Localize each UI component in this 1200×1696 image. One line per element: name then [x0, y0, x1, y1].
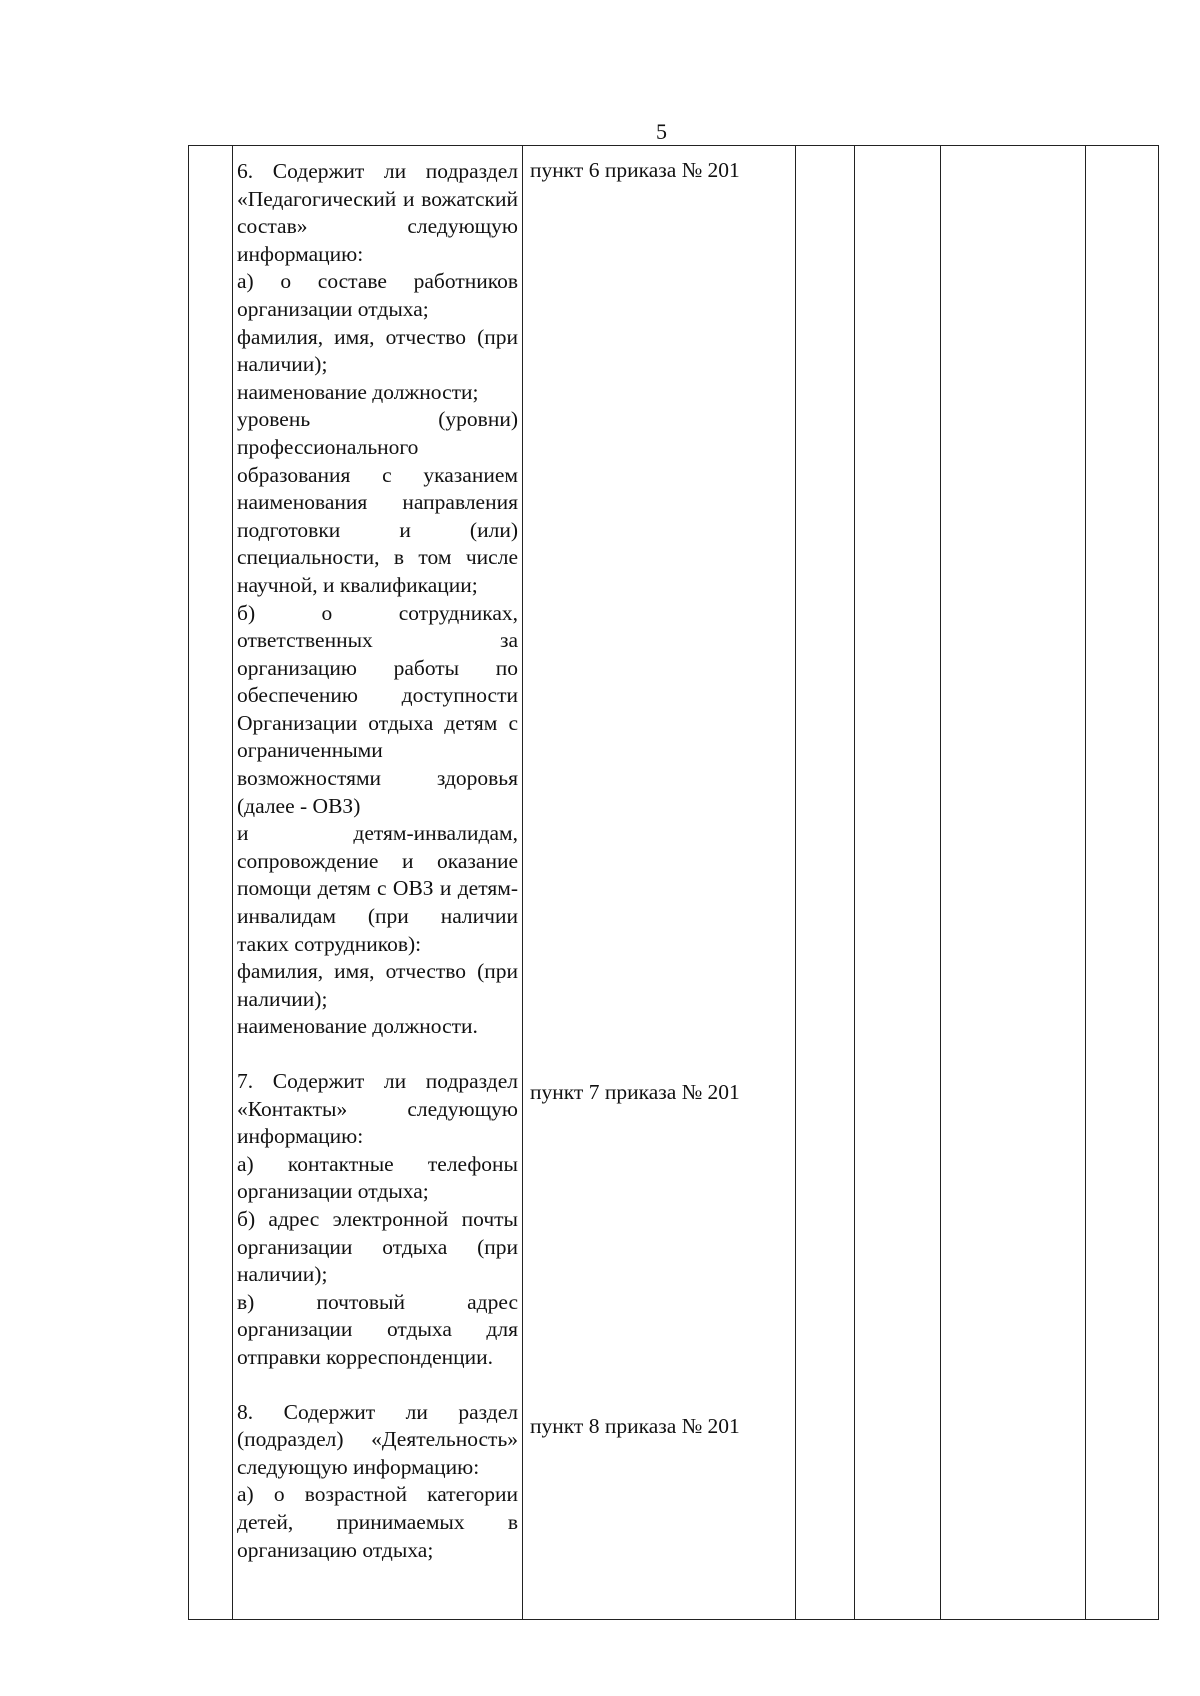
question-cell [233, 146, 523, 1620]
section-8 [237, 1399, 518, 1565]
section-6-line: б) о сотрудниках, ответственных за организацию работы по обеспечению доступности Организации отдыха детям с ограниченными возможностями здоровья (далее - ОВЗ) [237, 600, 518, 818]
section-7-reference: пункт 7 приказа № 201 [530, 1080, 740, 1104]
section-7 [237, 1068, 518, 1372]
reference-cell [523, 146, 796, 1620]
section-6-line: наименование должности. [237, 1014, 478, 1039]
section-6 [237, 158, 518, 1041]
section-8-line: 8. Содержит ли раздел (подраздел) «Деятельность» следующую информацию: [237, 1399, 518, 1479]
section-6-line: фамилия, имя, отчество (при наличии); [237, 959, 518, 1011]
section-6-line: 6. Содержит ли подраздел «Педагогический и вожатский состав» следующую информацию: [237, 159, 518, 266]
empty-cell [941, 146, 1086, 1620]
section-7-line: 7. Содержит ли подраздел «Контакты» следующую информацию: [237, 1069, 518, 1149]
section-7-line: б) адрес электронной почты организации отдыха (при наличии); [237, 1206, 518, 1287]
section-6-line: а) о составе работников организации отдыха; [237, 269, 518, 321]
table-row [189, 146, 1159, 1620]
page-number: 5 [656, 119, 667, 144]
section-7-line: в) почтовый адрес организации отдыха для отправки корреспонденции. [237, 1289, 518, 1369]
section-6-line: уровень (уровни) профессионального образования с указанием наименования направления подготовки и (или) специальности, в том числе научной, и квалификации; [237, 407, 518, 597]
section-6-reference: пункт 6 приказа № 201 [530, 158, 740, 182]
empty-cell [855, 146, 941, 1620]
section-6-line: и детям-инвалидам, сопровождение и оказание помощи детям с ОВЗ и детям-инвалидам (при наличии таких сотрудников): [237, 821, 518, 956]
checklist-table [188, 145, 1159, 1620]
empty-cell [1086, 146, 1159, 1620]
section-7-line: а) контактные телефоны организации отдыха; [237, 1151, 518, 1204]
number-cell [189, 146, 233, 1620]
empty-cell [796, 146, 855, 1620]
section-8-reference: пункт 8 приказа № 201 [530, 1414, 740, 1438]
section-6-line: фамилия, имя, отчество (при наличии); [237, 324, 518, 377]
section-6-line: наименование должности; [237, 379, 479, 404]
section-8-line: а) о возрастной категории детей, принимаемых в организацию отдыха; [237, 1482, 518, 1562]
